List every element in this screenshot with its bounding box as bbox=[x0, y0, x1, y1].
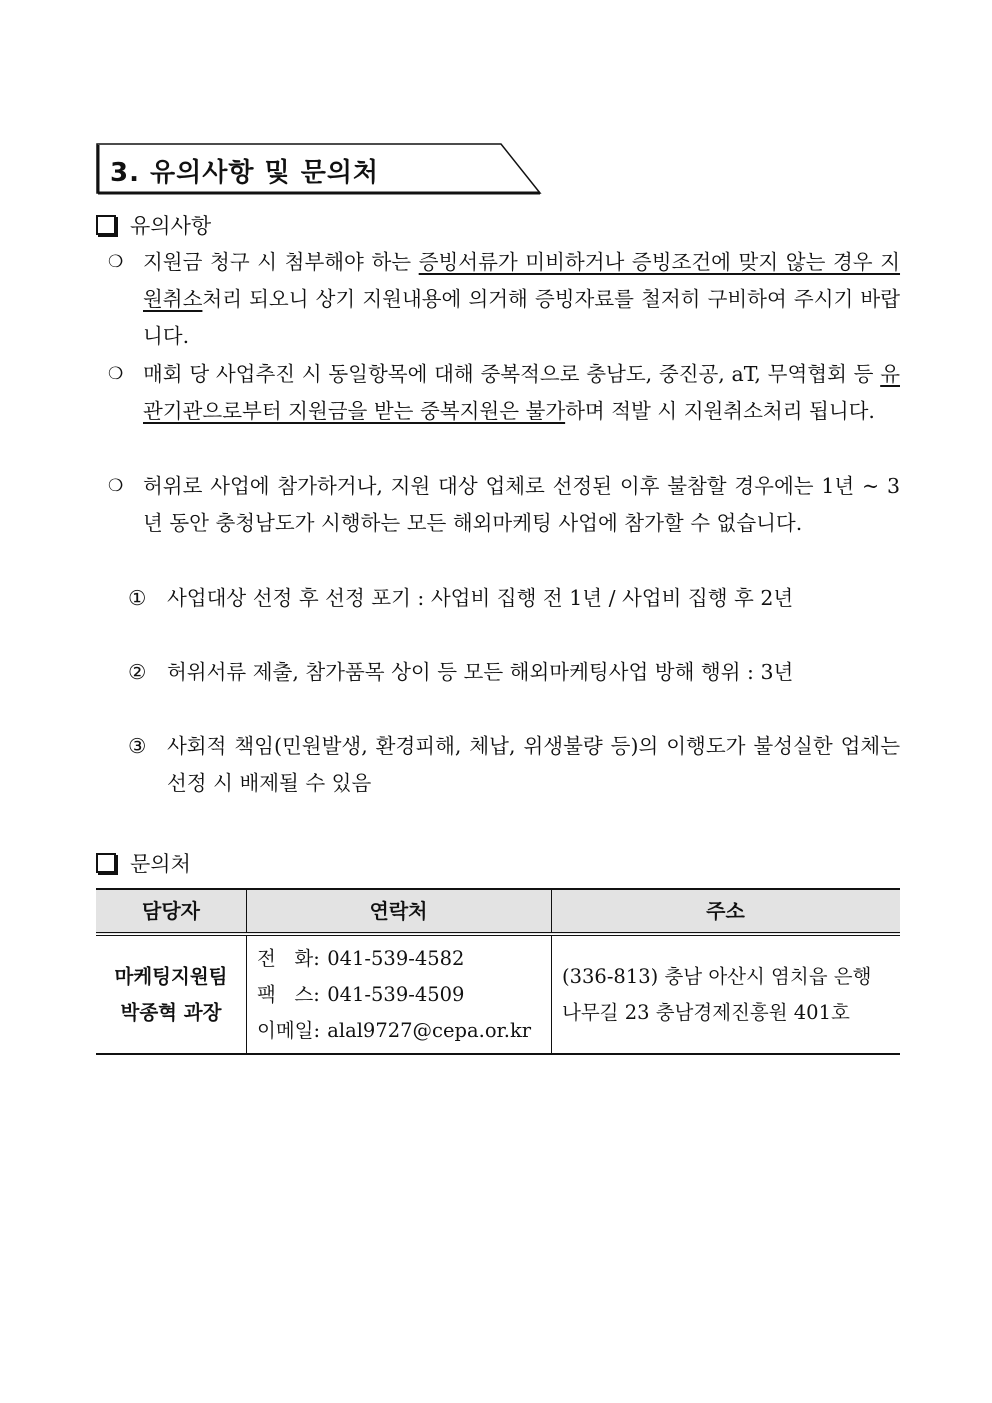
note-item-2 bbox=[100, 356, 900, 430]
note-item-1 bbox=[100, 244, 900, 355]
fax-label: 팩 스: bbox=[257, 982, 320, 1006]
checkbox-icon bbox=[96, 853, 116, 873]
fax-number: 041-539-4509 bbox=[327, 982, 465, 1006]
checkbox-icon bbox=[96, 215, 116, 235]
notes-heading-label: 유의사항 bbox=[130, 214, 212, 238]
table-header-row bbox=[96, 889, 900, 934]
circle-bullet-icon: ❍ bbox=[108, 252, 124, 272]
note-text: 허위로 사업에 참가하거나, 지원 대상 업체로 선정된 이후 불참할 경우에는 1년 ~ 3년 동안 충청남도가 시행하는 모든 해외마케팅 사업에 참가할 수 없습니다. bbox=[143, 474, 900, 535]
table-row bbox=[96, 934, 900, 1054]
phone-number[interactable]: 041-539-4582 bbox=[327, 946, 465, 970]
circle-bullet-icon: ❍ bbox=[108, 476, 124, 496]
note-text: 지원금 청구 시 첨부해야 하는 bbox=[143, 250, 419, 274]
column-header-address: 주소 bbox=[552, 889, 901, 934]
note-item-3 bbox=[100, 468, 900, 542]
sub-item-2 bbox=[128, 654, 900, 691]
address-line-2: 나무길 23 충남경제진흥원 401호 bbox=[562, 1000, 850, 1024]
note-underlined-text: 증빙서류가 미비하거나 증빙조건에 맞지 않는 경우 지원취소 bbox=[143, 250, 901, 311]
circled-number: ③ bbox=[128, 734, 147, 758]
contact-cell bbox=[247, 934, 552, 1054]
phone-label: 전 화: bbox=[257, 946, 320, 970]
email-link[interactable]: alal9727@cepa.or.kr bbox=[327, 1018, 532, 1042]
sub-item-3 bbox=[128, 728, 900, 802]
circled-number: ① bbox=[128, 586, 147, 610]
address-cell bbox=[552, 934, 901, 1054]
sub-item-text: 허위서류 제출, 참가품목 상이 등 모든 해외마케팅사업 방해 행위 : 3년 bbox=[167, 660, 794, 684]
person-name: 박종혁 과장 bbox=[120, 1000, 222, 1024]
person-cell bbox=[96, 934, 247, 1054]
contact-heading-label: 문의처 bbox=[130, 852, 191, 876]
circled-number: ② bbox=[128, 660, 147, 684]
contact-table bbox=[96, 888, 900, 1055]
section-title-box bbox=[96, 143, 542, 195]
column-header-contact: 연락처 bbox=[247, 889, 552, 934]
circle-bullet-icon: ❍ bbox=[108, 364, 124, 384]
address-line-1: (336-813) 충남 아산시 염치읍 은행 bbox=[562, 964, 872, 988]
sub-item-text: 사업대상 선정 후 선정 포기 : 사업비 집행 전 1년 / 사업비 집행 후 2년 bbox=[167, 586, 794, 610]
email-label: 이메일: bbox=[257, 1018, 321, 1042]
notes-heading bbox=[96, 210, 211, 240]
note-text: 하며 적발 시 지원취소처리 됩니다. bbox=[565, 399, 875, 423]
sub-item-1 bbox=[128, 580, 900, 617]
note-text: 처리 되오니 상기 지원내용에 의거해 증빙자료를 철저히 구비하여 주시기 바랍니다. bbox=[143, 287, 900, 348]
column-header-person: 담당자 bbox=[96, 889, 247, 934]
sub-item-text: 사회적 책임(민원발생, 환경피해, 체납, 위생불량 등)의 이행도가 불성실한 업체는 선정 시 배제될 수 있음 bbox=[167, 734, 900, 795]
note-underlined-text: 유관기관으로부터 지원금을 받는 중복지원은 불가 bbox=[143, 362, 900, 423]
team-name: 마케팅지원팀 bbox=[114, 964, 228, 988]
note-text: 매회 당 사업추진 시 동일항목에 대해 중복적으로 충남도, 중진공, aT, 무역협회 등 bbox=[143, 362, 881, 386]
section-title: 3. 유의사항 및 문의처 bbox=[110, 158, 380, 188]
contact-heading bbox=[96, 848, 191, 878]
